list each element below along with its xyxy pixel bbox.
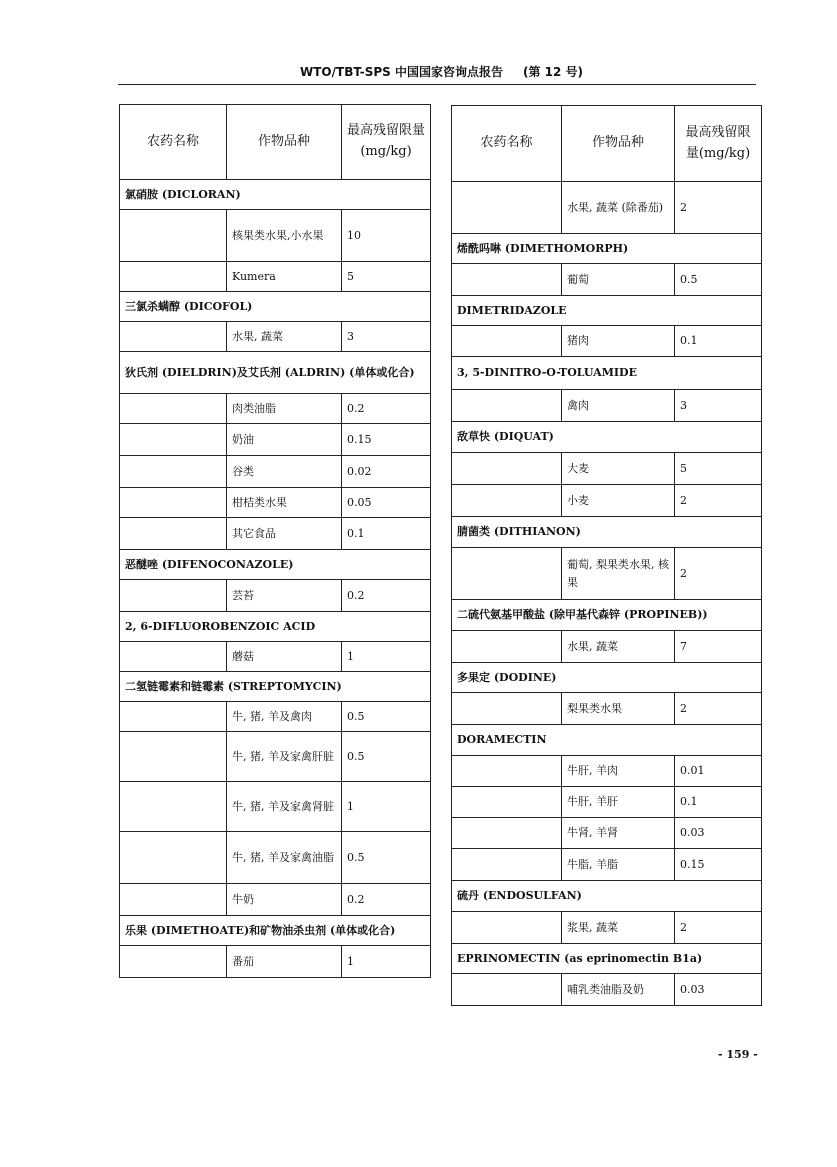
table-row [452, 264, 762, 296]
table-row [120, 732, 431, 782]
mrl-cell: 0.2 [342, 884, 431, 916]
table-row [452, 390, 762, 422]
pesticide-cell [120, 394, 227, 424]
mrl-cell: 7 [675, 631, 762, 663]
mrl-cell: 0.2 [342, 394, 431, 424]
mrl-cell: 0.1 [342, 518, 431, 550]
pesticide-cell [120, 322, 227, 352]
mrl-cell: 0.1 [675, 326, 762, 357]
header-rule [118, 84, 756, 85]
pesticide-cell [120, 642, 227, 672]
mrl-table-left [119, 104, 431, 978]
pesticide-name: 3, 5-DINITRO-O-TOLUAMIDE [452, 357, 762, 390]
crop-cell: 牛肝, 羊肝 [562, 787, 675, 818]
pesticide-cell [452, 326, 562, 357]
section-row [452, 944, 762, 974]
pesticide-cell [452, 453, 562, 485]
crop-cell: 小麦 [562, 485, 675, 517]
mrl-cell: 0.1 [675, 787, 762, 818]
mrl-cell: 0.03 [675, 974, 762, 1006]
table-body-right [452, 182, 762, 1006]
pesticide-name: 敌草快 (DIQUAT) [452, 422, 762, 453]
table-row [120, 782, 431, 832]
mrl-cell: 5 [342, 262, 431, 292]
table-row [120, 262, 431, 292]
pesticide-cell [452, 631, 562, 663]
crop-cell: 蘑菇 [227, 642, 342, 672]
col-header-mrl: 最高残留限量(mg/kg) [675, 106, 762, 182]
col-header-crop: 作物品种 [562, 106, 675, 182]
section-row [452, 663, 762, 693]
pesticide-cell [120, 424, 227, 456]
col-header-pesticide: 农药名称 [120, 105, 227, 180]
table-row [120, 832, 431, 884]
pesticide-cell [120, 782, 227, 832]
section-row [120, 672, 431, 702]
mrl-cell: 3 [342, 322, 431, 352]
table-row [452, 974, 762, 1006]
table-row [120, 518, 431, 550]
section-row [120, 352, 431, 394]
table-row [452, 849, 762, 881]
mrl-cell: 0.02 [342, 456, 431, 488]
mrl-cell: 2 [675, 548, 762, 600]
mrl-cell: 5 [675, 453, 762, 485]
crop-cell: 芸苔 [227, 580, 342, 612]
mrl-cell: 1 [342, 946, 431, 978]
pesticide-cell [452, 818, 562, 849]
mrl-cell: 3 [675, 390, 762, 422]
pesticide-name: 氯硝胺 (DICLORAN) [120, 180, 431, 210]
mrl-cell: 1 [342, 782, 431, 832]
mrl-cell: 0.5 [342, 832, 431, 884]
crop-cell: 柑桔类水果 [227, 488, 342, 518]
table-row [452, 453, 762, 485]
mrl-cell: 0.2 [342, 580, 431, 612]
pesticide-name: 多果定 (DODINE) [452, 663, 762, 693]
pesticide-cell [120, 456, 227, 488]
mrl-cell: 2 [675, 182, 762, 234]
pesticide-name: DIMETRIDAZOLE [452, 296, 762, 326]
table-row [120, 456, 431, 488]
pesticide-cell [120, 884, 227, 916]
pesticide-name: 狄氏剂 (DIELDRIN)及艾氏剂 (ALDRIN) (单体或化合) [120, 352, 431, 394]
mrl-cell: 10 [342, 210, 431, 262]
mrl-cell: 0.15 [342, 424, 431, 456]
section-row [452, 357, 762, 390]
pesticide-name: 2, 6-DIFLUOROBENZOIC ACID [120, 612, 431, 642]
pesticide-name: 二氢链霉素和链霉素 (STREPTOMYCIN) [120, 672, 431, 702]
crop-cell: 哺乳类油脂及奶 [562, 974, 675, 1006]
pesticide-name: 二硫代氨基甲酸盐 (除甲基代森锌 (PROPINEB)) [452, 600, 762, 631]
mrl-cell: 2 [675, 485, 762, 517]
table-row [120, 946, 431, 978]
pesticide-cell [120, 262, 227, 292]
table-row [120, 394, 431, 424]
mrl-cell: 1 [342, 642, 431, 672]
mrl-cell: 0.15 [675, 849, 762, 881]
col-header-crop: 作物品种 [227, 105, 342, 180]
mrl-cell: 0.01 [675, 756, 762, 787]
crop-cell: 核果类水果,小水果 [227, 210, 342, 262]
pesticide-cell [120, 488, 227, 518]
table-row [452, 631, 762, 663]
crop-cell: 牛, 猪, 羊及家禽肝脏 [227, 732, 342, 782]
header-title: WTO/TBT-SPS 中国国家咨询点报告 [300, 65, 503, 79]
table-body-left [120, 180, 431, 978]
mrl-cell: 0.5 [342, 732, 431, 782]
crop-cell: 水果, 蔬菜 [227, 322, 342, 352]
crop-cell: 牛, 猪, 羊及家禽肾脏 [227, 782, 342, 832]
section-row [452, 725, 762, 756]
crop-cell: 猪肉 [562, 326, 675, 357]
mrl-cell: 2 [675, 693, 762, 725]
page-number: - 159 - [718, 1048, 758, 1061]
page-header [300, 63, 583, 80]
crop-cell: 牛肾, 羊肾 [562, 818, 675, 849]
pesticide-name: EPRINOMECTIN (as eprinomectin B1a) [452, 944, 762, 974]
section-row [452, 600, 762, 631]
section-row [452, 517, 762, 548]
pesticide-name: 腈菌类 (DITHIANON) [452, 517, 762, 548]
crop-cell: 牛脂, 羊脂 [562, 849, 675, 881]
table-row [452, 485, 762, 517]
mrl-cell: 0.05 [342, 488, 431, 518]
col-header-pesticide: 农药名称 [452, 106, 562, 182]
section-row [120, 292, 431, 322]
crop-cell: 葡萄 [562, 264, 675, 296]
pesticide-name: DORAMECTIN [452, 725, 762, 756]
pesticide-name: 恶醚唑 (DIFENOCONAZOLE) [120, 550, 431, 580]
pesticide-cell [452, 787, 562, 818]
table-row [452, 818, 762, 849]
pesticide-cell [452, 264, 562, 296]
table-row [452, 693, 762, 725]
pesticide-cell [452, 485, 562, 517]
section-row [120, 550, 431, 580]
table-row [120, 702, 431, 732]
crop-cell: 禽肉 [562, 390, 675, 422]
mrl-cell: 0.5 [675, 264, 762, 296]
table-row [120, 884, 431, 916]
crop-cell: 奶油 [227, 424, 342, 456]
pesticide-cell [452, 182, 562, 234]
pesticide-cell [120, 702, 227, 732]
pesticide-cell [452, 548, 562, 600]
table-row [120, 210, 431, 262]
col-header-mrl: 最高残留限量(mg/kg) [342, 105, 431, 180]
pesticide-cell [120, 210, 227, 262]
pesticide-cell [452, 849, 562, 881]
pesticide-cell [120, 732, 227, 782]
crop-cell: 水果, 蔬菜 (除番茄) [562, 182, 675, 234]
table-row [120, 642, 431, 672]
section-row [452, 234, 762, 264]
mrl-cell: 2 [675, 912, 762, 944]
crop-cell: 大麦 [562, 453, 675, 485]
pesticide-cell [120, 832, 227, 884]
crop-cell: 谷类 [227, 456, 342, 488]
pesticide-name: 三氯杀螨醇 (DICOFOL) [120, 292, 431, 322]
section-row [452, 296, 762, 326]
table-row [452, 548, 762, 600]
table-row [452, 756, 762, 787]
pesticide-name: 乐果 (DIMETHOATE)和矿物油杀虫剂 (单体或化合) [120, 916, 431, 946]
pesticide-name: 烯酰吗啉 (DIMETHOMORPH) [452, 234, 762, 264]
table-row [120, 488, 431, 518]
pesticide-cell [452, 974, 562, 1006]
crop-cell: 牛奶 [227, 884, 342, 916]
crop-cell: 牛, 猪, 羊及禽肉 [227, 702, 342, 732]
table-row [120, 322, 431, 352]
crop-cell: 浆果, 蔬菜 [562, 912, 675, 944]
section-row [120, 180, 431, 210]
pesticide-cell [120, 518, 227, 550]
crop-cell: 牛, 猪, 羊及家禽油脂 [227, 832, 342, 884]
table-row [452, 182, 762, 234]
crop-cell: 牛肝, 羊肉 [562, 756, 675, 787]
pesticide-cell [452, 912, 562, 944]
crop-cell: 葡萄, 梨果类水果, 核果 [562, 548, 675, 600]
table-row [120, 580, 431, 612]
section-row [452, 422, 762, 453]
section-row [120, 916, 431, 946]
table-row [120, 424, 431, 456]
crop-cell: 其它食品 [227, 518, 342, 550]
header-issue: (第 12 号) [523, 65, 584, 79]
section-row [120, 612, 431, 642]
pesticide-cell [452, 693, 562, 725]
pesticide-cell [120, 946, 227, 978]
table-row [452, 912, 762, 944]
table-row [452, 326, 762, 357]
mrl-table-right [451, 105, 762, 1006]
pesticide-cell [452, 390, 562, 422]
crop-cell: 水果, 蔬菜 [562, 631, 675, 663]
mrl-cell: 0.5 [342, 702, 431, 732]
section-row [452, 881, 762, 912]
pesticide-name: 硫丹 (ENDOSULFAN) [452, 881, 762, 912]
crop-cell: 梨果类水果 [562, 693, 675, 725]
crop-cell: 番茄 [227, 946, 342, 978]
pesticide-cell [120, 580, 227, 612]
pesticide-cell [452, 756, 562, 787]
crop-cell: 肉类油脂 [227, 394, 342, 424]
table-row [452, 787, 762, 818]
crop-cell: Kumera [227, 262, 342, 292]
mrl-cell: 0.03 [675, 818, 762, 849]
